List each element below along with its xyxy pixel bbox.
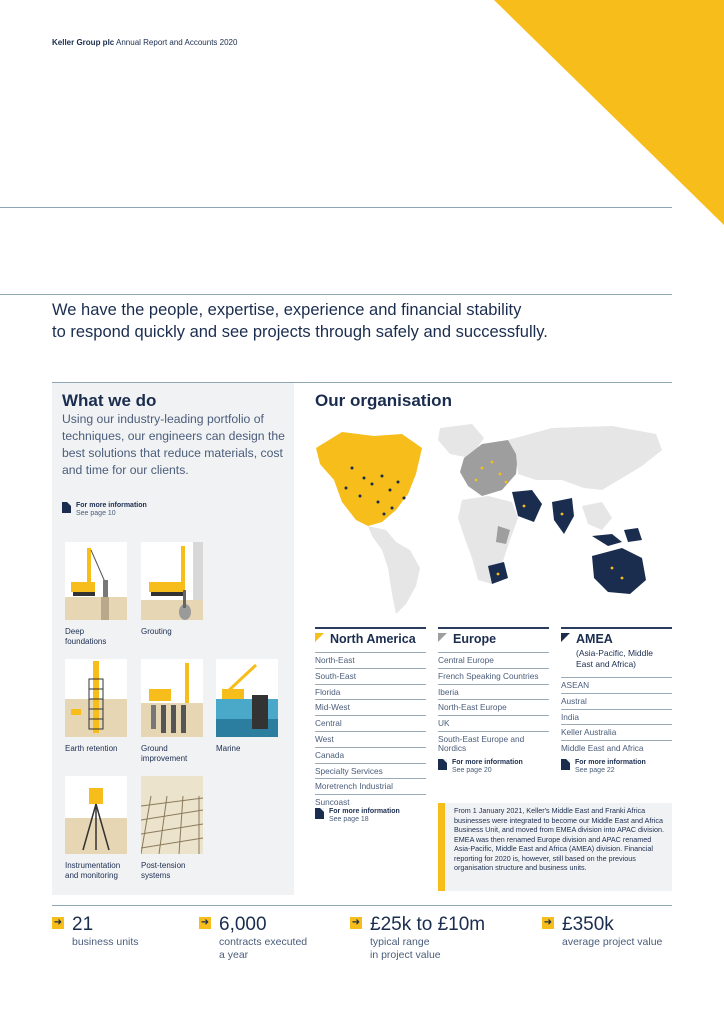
europe-list [438, 652, 549, 756]
more-info-label: For more information [452, 759, 523, 766]
marine-illustration [216, 659, 278, 737]
list-item: North-East [315, 652, 426, 668]
arrow-right-icon: ➜ [200, 917, 210, 928]
technique-label: Deep foundations [65, 627, 107, 646]
technique-label: Instrumentation and monitoring [65, 861, 121, 880]
organisation-title: Our organisation [315, 391, 452, 410]
north-america-label: North America [330, 632, 416, 646]
note-text: From 1 January 2021, Keller's Middle East and Franki Africa businesses were integrated to become our Middle East and Africa Business Unit, and moved from EMEA division into APAC division. EMEA was then renamed Europe division and APAC renamed Asia-Pacific, Middle East and Africa (AMEA) division. Financial reporting for 2020 is, however, still based on the previous organisation structure and business units. [454, 806, 664, 872]
stat-value: £350k [562, 914, 614, 935]
amea-subtitle: (Asia-Pacific, Middle East and Africa) [576, 648, 653, 669]
list-item: Mid-West [315, 699, 426, 715]
list-item: India [561, 709, 672, 725]
arrow-right-icon: ➜ [53, 917, 63, 928]
amea-label: AMEA [576, 632, 613, 646]
arrow-right-icon: ➜ [351, 917, 361, 928]
list-item: UK [438, 715, 549, 731]
what-we-do-title: What we do [62, 391, 157, 410]
arrow-right-icon: ➜ [543, 917, 553, 928]
divider-intro [0, 294, 672, 295]
amea-icon [561, 633, 570, 642]
what-we-do-text: Using our industry-leading portfolio of techniques, our engineers can design the best solutions that reduce materials, cost and time for our clients. [62, 412, 285, 477]
more-info-label: For more information [76, 502, 147, 509]
technique-earth-retention [65, 659, 127, 754]
more-info-link[interactable] [62, 502, 147, 518]
list-item: Florida [315, 684, 426, 700]
list-item: Austral [561, 693, 672, 709]
europe-title [438, 632, 496, 646]
list-item: South-East [315, 668, 426, 684]
more-info-page: See page 10 [76, 510, 116, 517]
technique-label: Grouting [141, 627, 172, 636]
post-tension-illustration [141, 776, 203, 854]
divider-top [0, 207, 672, 208]
list-item: Central Europe [438, 652, 549, 668]
list-item: Keller Australia [561, 724, 672, 740]
company-name: Keller Group plc [52, 38, 115, 47]
north-america-icon [315, 633, 324, 642]
technique-label: Post-tension systems [141, 861, 186, 880]
technique-grouting [141, 542, 203, 637]
instrumentation-illustration [65, 776, 127, 854]
list-item: ASEAN [561, 677, 672, 693]
amea-title [561, 632, 613, 646]
list-item: Central [315, 715, 426, 731]
more-info-page: See page 22 [575, 767, 615, 774]
list-item: Iberia [438, 684, 549, 700]
technique-post-tension [141, 776, 203, 881]
stat-caption: business units [72, 936, 139, 948]
earth-retention-illustration [65, 659, 127, 737]
list-item: West [315, 731, 426, 747]
what-we-do-panel [52, 383, 294, 895]
organisation-note [438, 803, 672, 891]
list-item: Suncoast [315, 794, 426, 810]
north-america-list [315, 652, 426, 810]
north-america-more-info[interactable] [315, 808, 400, 824]
north-america-title [315, 632, 416, 646]
technique-instrumentation [65, 776, 127, 881]
page-icon [561, 759, 570, 770]
page-icon [438, 759, 447, 770]
stat-caption: average project value [562, 936, 663, 948]
amea-rule [561, 627, 672, 629]
more-info-label: For more information [575, 759, 646, 766]
divider-stats [52, 905, 672, 906]
stat-value: 21 [72, 914, 94, 935]
technique-marine [216, 659, 278, 754]
report-title [52, 38, 237, 47]
technique-label: Earth retention [65, 744, 118, 753]
deep-foundations-illustration [65, 542, 127, 620]
page-icon [62, 502, 71, 513]
list-item: Middle East and Africa [561, 740, 672, 756]
technique-label: Marine [216, 744, 241, 753]
intro-line-1: We have the people, expertise, experience and financial stability [52, 301, 522, 319]
grouting-illustration [141, 542, 203, 620]
amea-more-info[interactable] [561, 759, 646, 775]
note-accent-bar [438, 803, 445, 891]
europe-label: Europe [453, 632, 497, 646]
north-america-rule [315, 627, 426, 629]
world-map [312, 418, 672, 618]
ground-improvement-illustration [141, 659, 203, 737]
intro-line-2: to respond quickly and see projects through safely and successfully. [52, 323, 548, 341]
stat-value: £25k to £10m [370, 914, 486, 935]
amea-list [561, 677, 672, 756]
more-info-page: See page 18 [329, 816, 369, 823]
list-item: South-East Europe and Nordics [438, 731, 549, 756]
report-name: Annual Report and Accounts 2020 [116, 38, 238, 47]
stat-caption: typical range in project value [370, 936, 441, 961]
corner-decoration [494, 0, 724, 225]
more-info-label: For more information [329, 808, 400, 815]
list-item: Specialty Services [315, 763, 426, 779]
technique-ground-improvement [141, 659, 203, 764]
more-info-page: See page 20 [452, 767, 492, 774]
list-item: Moretrench Industrial [315, 778, 426, 794]
europe-icon [438, 633, 447, 642]
stat-value: 6,000 [219, 914, 267, 935]
europe-rule [438, 627, 549, 629]
stat-caption: contracts executed a year [219, 936, 308, 961]
technique-label: Ground improvement [141, 744, 188, 763]
europe-more-info[interactable] [438, 759, 523, 775]
list-item: North-East Europe [438, 699, 549, 715]
intro-statement [52, 299, 548, 343]
list-item: French Speaking Countries [438, 668, 549, 684]
page-icon [315, 808, 324, 819]
list-item: Canada [315, 747, 426, 763]
technique-deep-foundations [65, 542, 127, 647]
